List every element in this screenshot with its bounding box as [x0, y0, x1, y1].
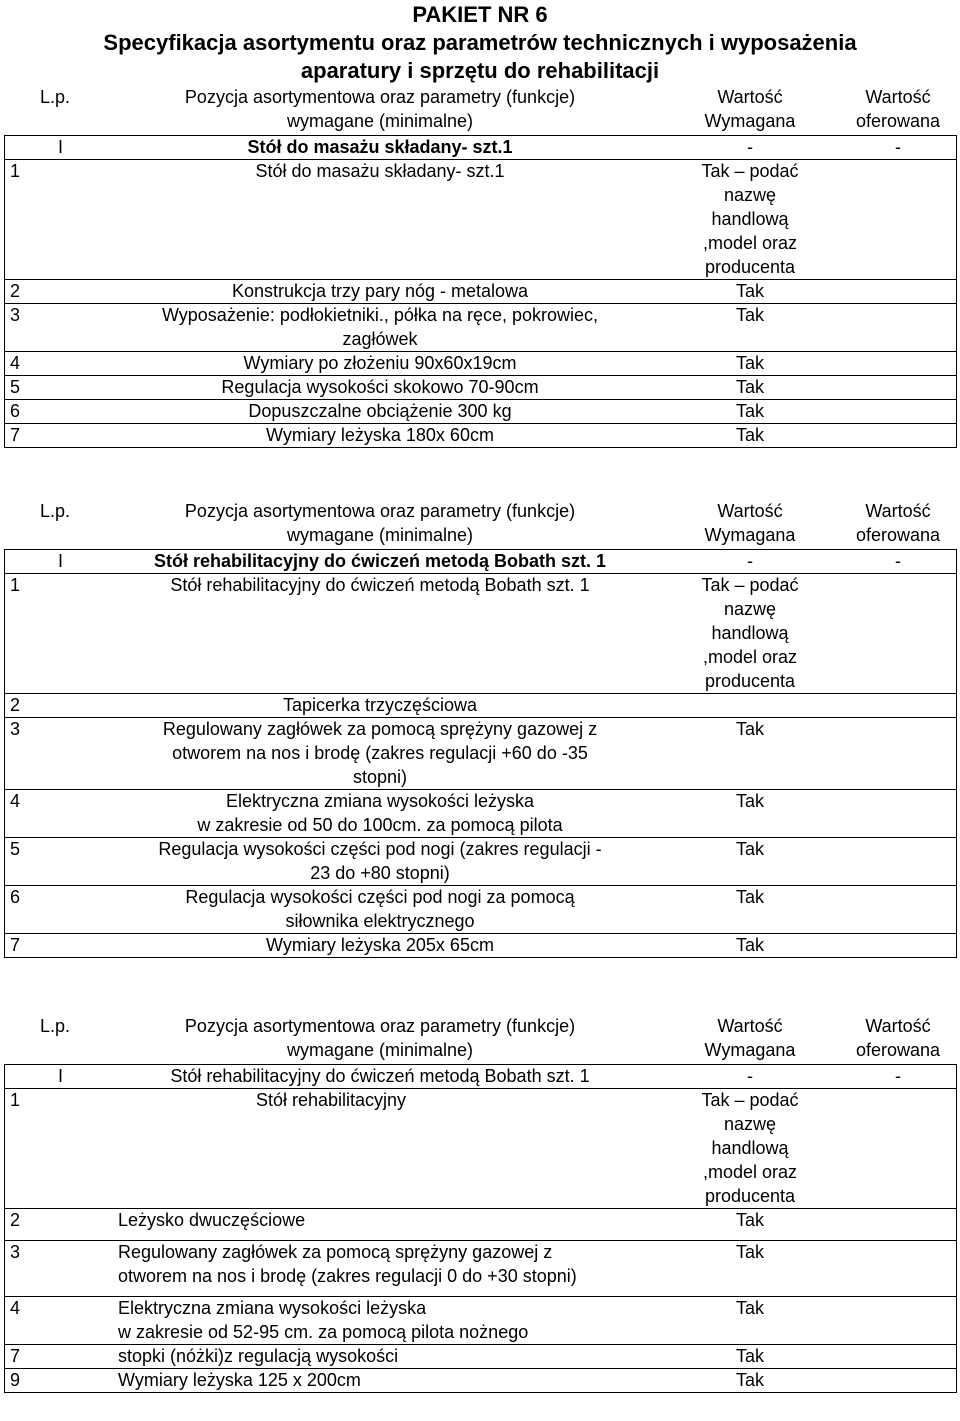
row-required-value: Tak	[735, 719, 764, 739]
row-required-value: Tak	[735, 425, 764, 445]
row-description: Dopuszczalne obciążenie 300 kg	[248, 401, 512, 421]
col-lp-header: L.p.	[40, 87, 71, 107]
row-description: Wyposażenie: podłokietniki., półka na ręce, pokrowiec,	[161, 305, 599, 325]
group-offered: -	[895, 551, 901, 571]
row-lp: 7	[10, 935, 21, 955]
row-lp: 2	[10, 1210, 21, 1230]
row-description: Stół rehabilitacyjny	[255, 1090, 407, 1110]
row-description: Elektryczna zmiana wysokości leżyska	[225, 791, 535, 811]
col-position-header: Pozycja asortymentowa oraz parametry (funkcje)	[184, 1016, 576, 1036]
row-required-value: Tak	[735, 1346, 764, 1366]
col-required-header: Wartość	[717, 501, 783, 521]
row-description: Stół do masażu składany- szt.1	[255, 161, 505, 181]
group-lp: I	[58, 137, 64, 157]
row-required-value: ,model oraz	[702, 233, 798, 253]
row-required-value: handlową	[711, 623, 789, 643]
row-required-value: ,model oraz	[702, 1162, 798, 1182]
row-description: otworem na nos i brodę (zakres regulacji 0 do +30 stopni)	[118, 1266, 577, 1286]
group-offered: -	[895, 1066, 901, 1086]
col-position-header-line2: wymagane (minimalne)	[286, 525, 474, 545]
group-lp: I	[58, 551, 64, 571]
row-lp: 3	[10, 1242, 21, 1262]
row-description: stopni)	[352, 767, 408, 787]
row-lp: 4	[10, 791, 21, 811]
col-lp-header: L.p.	[40, 501, 71, 521]
row-description: Tapicerka trzyczęściowa	[282, 695, 478, 715]
row-lp: 1	[10, 161, 21, 181]
row-description: Leżysko dwuczęściowe	[118, 1210, 306, 1230]
table-rule	[956, 549, 957, 958]
row-description: Regulowany zagłówek za pomocą sprężyny gazowej z	[118, 1242, 553, 1262]
row-description: Regulacja wysokości części pod nogi (zakres regulacji -	[158, 839, 602, 859]
table-rule	[4, 1392, 956, 1393]
row-required-value: Tak – podać	[701, 575, 799, 595]
row-description: Konstrukcja trzy pary nóg - metalowa	[231, 281, 529, 301]
row-description: Stół rehabilitacyjny do ćwiczeń metodą Bobath szt. 1	[170, 575, 590, 595]
col-position-header-line2: wymagane (minimalne)	[286, 1040, 474, 1060]
row-required-value: handlową	[711, 209, 789, 229]
col-required-header-line2: Wymagana	[704, 525, 796, 545]
col-offered-header-line2: oferowana	[855, 525, 941, 545]
table-rule	[4, 1064, 5, 1392]
row-required-value: ,model oraz	[702, 647, 798, 667]
row-description: Wymiary leżyska 205x 65cm	[266, 935, 494, 955]
row-description: Regulowany zagłówek za pomocą sprężyny gazowej z	[162, 719, 598, 739]
col-offered-header: Wartość	[865, 501, 931, 521]
col-offered-header: Wartość	[865, 1016, 931, 1036]
group-required: -	[747, 551, 753, 571]
row-required-value: Tak	[735, 935, 764, 955]
row-lp: 3	[10, 305, 21, 325]
row-description: 23 do +80 stopni)	[310, 863, 450, 883]
col-offered-header-line2: oferowana	[855, 111, 941, 131]
group-required: -	[747, 1066, 753, 1086]
row-lp: 6	[10, 401, 21, 421]
page-subtitle-line2: aparatury i sprzętu do rehabilitacji	[300, 58, 660, 83]
col-position-header-line2: wymagane (minimalne)	[286, 111, 474, 131]
group-name: Stół do masażu składany- szt.1	[247, 137, 513, 157]
row-lp: 5	[10, 377, 21, 397]
row-required-value: nazwę	[723, 185, 777, 205]
row-description: Regulacja wysokości skokowo 70-90cm	[221, 377, 539, 397]
table-rule	[4, 447, 956, 448]
group-offered: -	[895, 137, 901, 157]
row-required-value: Tak	[735, 1298, 764, 1318]
row-description: w zakresie od 50 do 100cm. za pomocą pilota	[197, 815, 563, 835]
col-required-header-line2: Wymagana	[704, 1040, 796, 1060]
row-lp: 1	[10, 1090, 21, 1110]
row-required-value: producenta	[704, 1186, 796, 1206]
row-required-value: Tak	[735, 887, 764, 907]
col-position-header: Pozycja asortymentowa oraz parametry (funkcje)	[184, 501, 576, 521]
row-required-value: handlową	[711, 1138, 789, 1158]
row-lp: 7	[10, 1346, 21, 1366]
table-rule	[4, 549, 5, 957]
row-description: Wymiary po złożeniu 90x60x19cm	[243, 353, 517, 373]
row-required-value: Tak	[735, 377, 764, 397]
row-lp: 4	[10, 1298, 21, 1318]
col-offered-header-line2: oferowana	[855, 1040, 941, 1060]
group-lp: I	[58, 1066, 64, 1086]
row-required-value: nazwę	[723, 1114, 777, 1134]
row-description: Regulacja wysokości części pod nogi za pomocą	[185, 887, 575, 907]
table-rule	[956, 1064, 957, 1393]
row-lp: 5	[10, 839, 21, 859]
col-lp-header: L.p.	[40, 1016, 71, 1036]
row-required-value: Tak	[735, 1242, 764, 1262]
row-lp: 1	[10, 575, 21, 595]
table-rule	[956, 135, 957, 448]
col-offered-header: Wartość	[865, 87, 931, 107]
row-description: zagłówek	[342, 329, 418, 349]
col-required-header: Wartość	[717, 1016, 783, 1036]
col-position-header: Pozycja asortymentowa oraz parametry (funkcje)	[184, 87, 576, 107]
row-required-value: Tak	[735, 1370, 764, 1390]
page-title: PAKIET NR 6	[412, 2, 548, 27]
row-required-value: Tak	[735, 1210, 764, 1230]
row-description: Elektryczna zmiana wysokości leżyska	[118, 1298, 427, 1318]
page-subtitle: Specyfikacja asortymentu oraz parametrów technicznych i wyposażenia	[103, 30, 857, 55]
row-description: Wymiary leżyska 180x 60cm	[266, 425, 494, 445]
row-description: stopki (nóżki)z regulacją wysokości	[118, 1346, 399, 1366]
group-name: Stół rehabilitacyjny do ćwiczeń metodą Bobath szt. 1	[170, 1066, 590, 1086]
group-required: -	[747, 137, 753, 157]
row-lp: 4	[10, 353, 21, 373]
row-description: w zakresie od 52-95 cm. za pomocą pilota nożnego	[118, 1322, 529, 1342]
row-required-value: Tak – podać	[701, 161, 799, 181]
row-description: otworem na nos i brodę (zakres regulacji +60 do -35	[172, 743, 588, 763]
group-name: Stół rehabilitacyjny do ćwiczeń metodą Bobath szt. 1	[153, 551, 607, 571]
row-lp: 6	[10, 887, 21, 907]
row-description: Wymiary leżyska 125 x 200cm	[118, 1370, 361, 1390]
row-lp: 3	[10, 719, 21, 739]
row-lp: 2	[10, 281, 21, 301]
col-required-header: Wartość	[717, 87, 783, 107]
row-required-value: producenta	[704, 671, 796, 691]
table-rule	[4, 135, 5, 447]
row-required-value: Tak	[735, 839, 764, 859]
row-required-value: Tak	[735, 791, 764, 811]
row-required-value: Tak	[735, 281, 764, 301]
row-description: siłownika elektrycznego	[285, 911, 475, 931]
row-lp: 2	[10, 695, 21, 715]
row-required-value: producenta	[704, 257, 796, 277]
col-required-header-line2: Wymagana	[704, 111, 796, 131]
table-rule	[4, 957, 956, 958]
row-lp: 9	[10, 1370, 21, 1390]
row-required-value: Tak	[735, 353, 764, 373]
row-required-value: nazwę	[723, 599, 777, 619]
row-lp: 7	[10, 425, 21, 445]
row-required-value: Tak	[735, 305, 764, 325]
row-required-value: Tak	[735, 401, 764, 421]
row-required-value: Tak – podać	[701, 1090, 799, 1110]
